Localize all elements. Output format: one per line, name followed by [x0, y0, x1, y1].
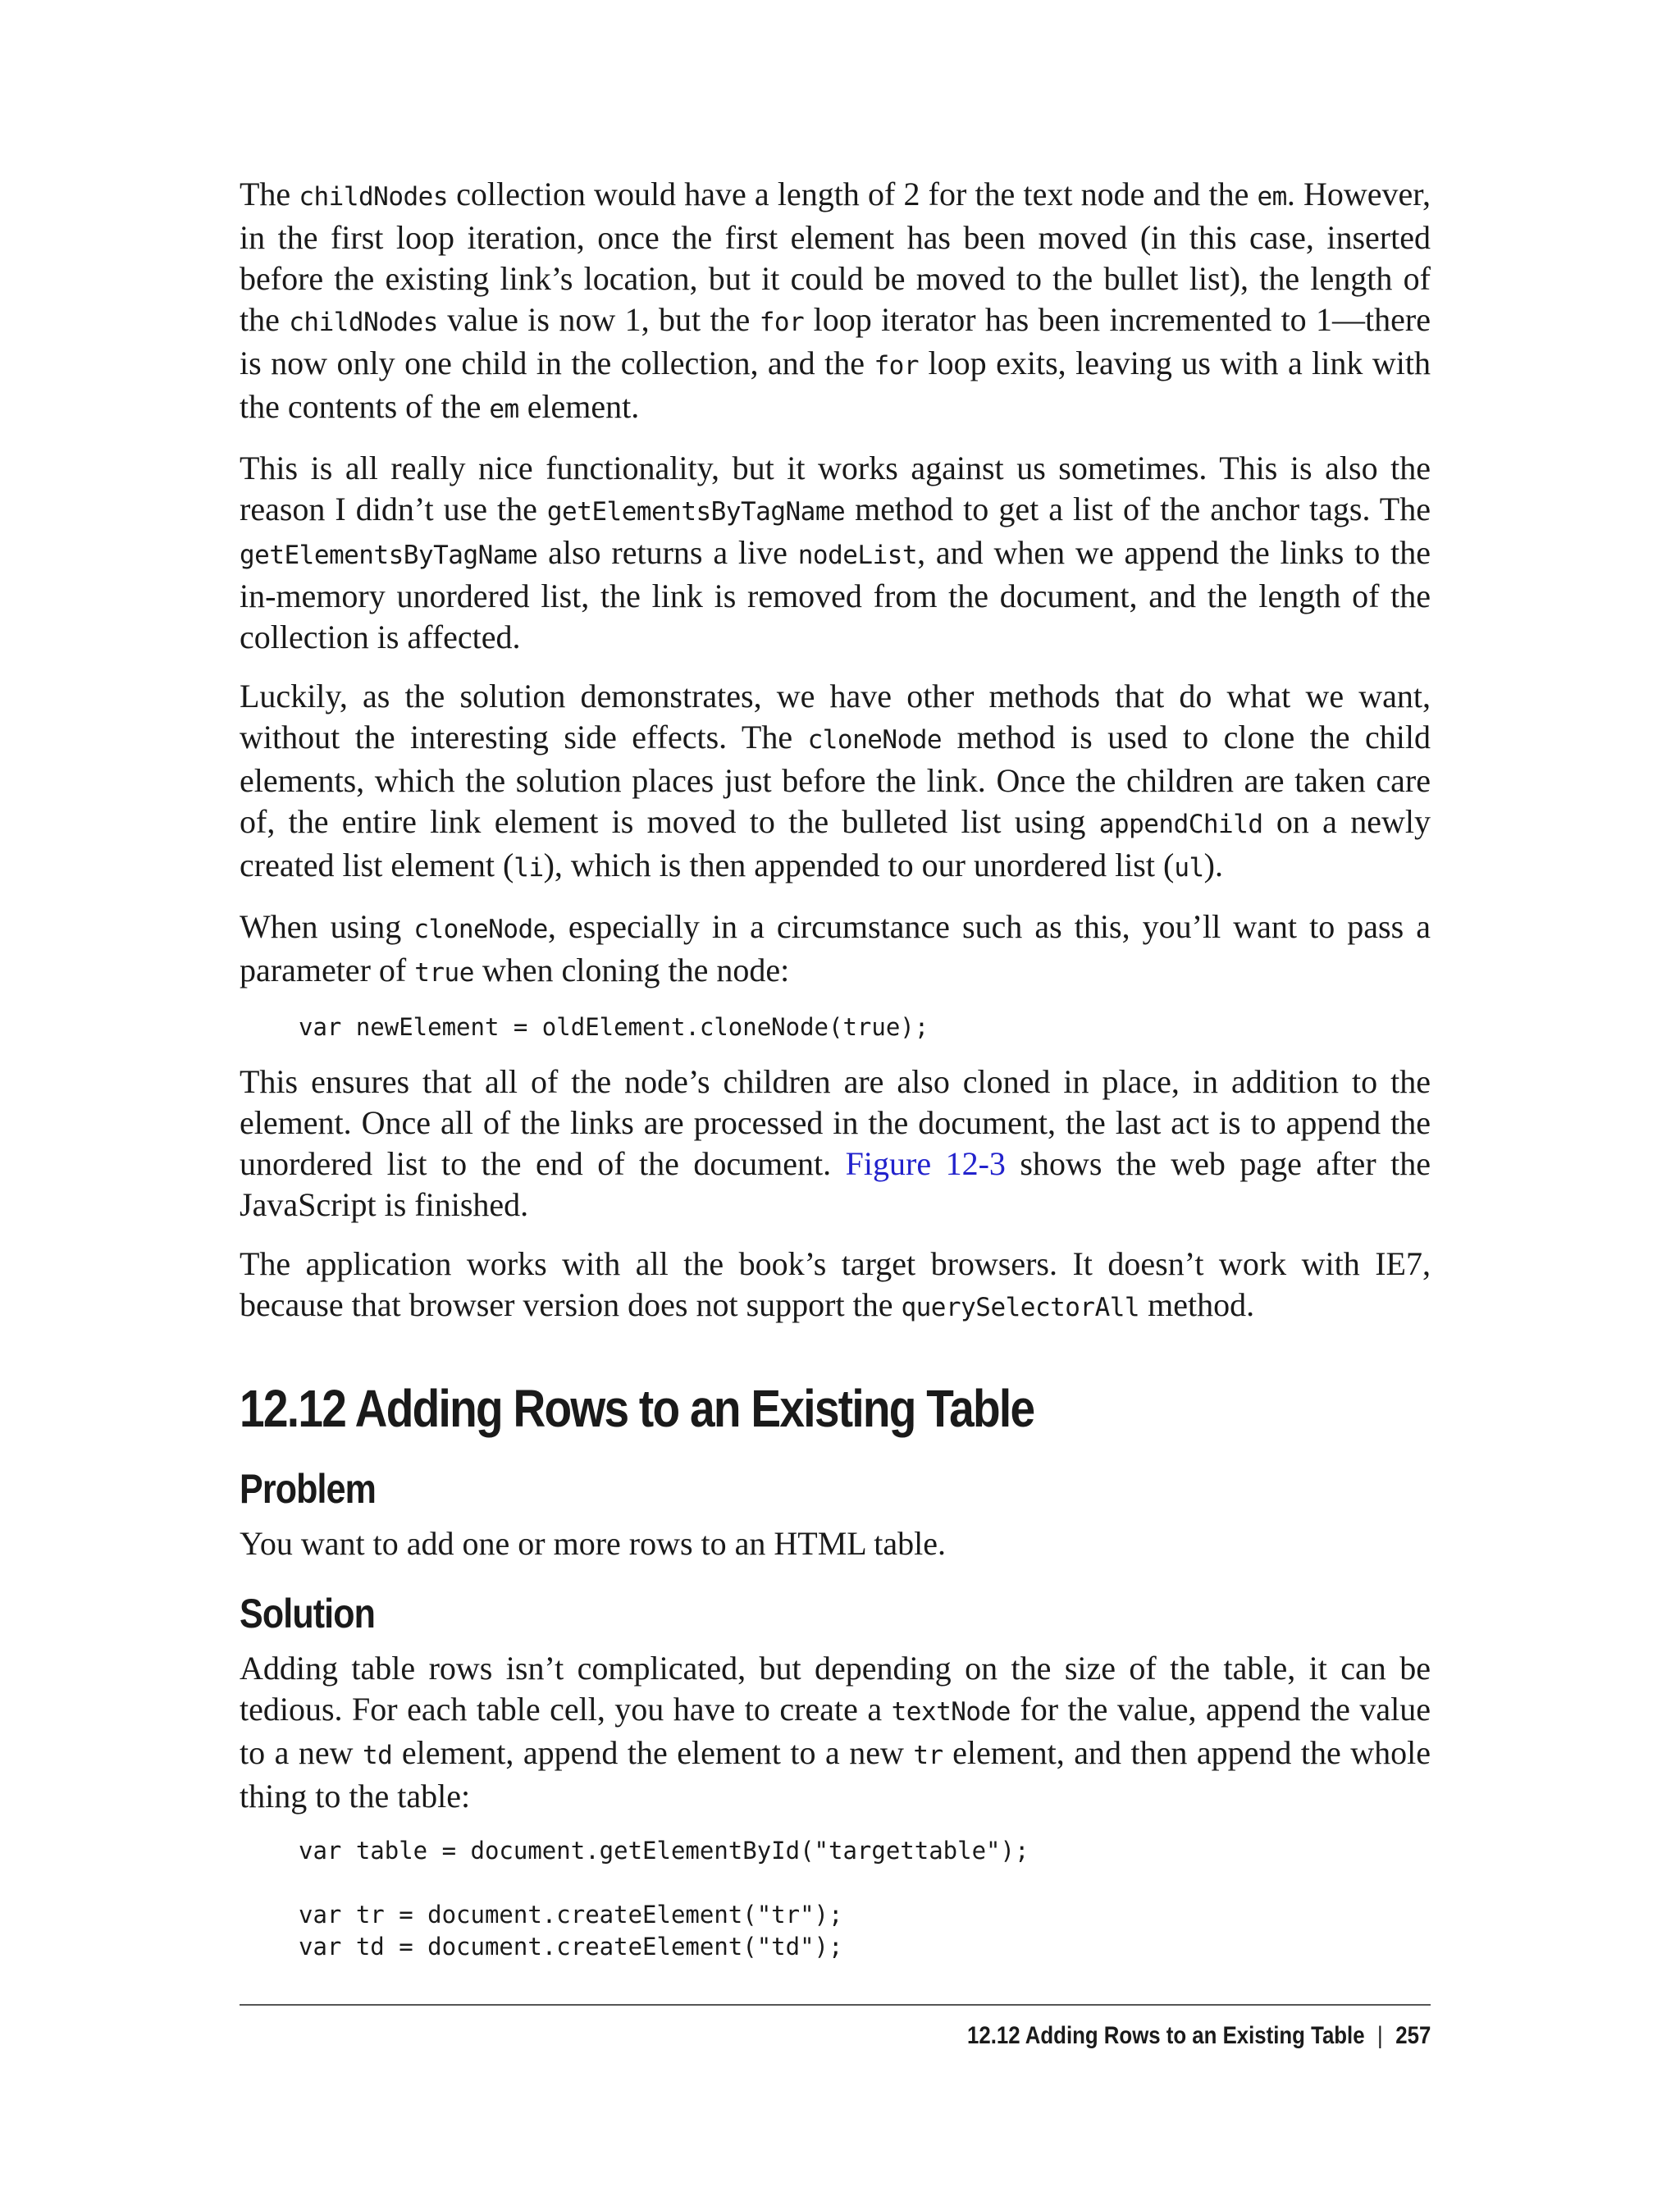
problem-heading: Problem — [240, 1466, 377, 1512]
text: for the value, append the value to a new — [240, 1691, 1431, 1771]
code-block-table: var table = document.getElementById("targettable"); var tr = document.createElement("tr"); var td = document.createElement("td"); — [299, 1837, 1029, 1961]
text: value is now 1, but the — [437, 301, 760, 338]
footer-divider — [240, 2004, 1431, 2006]
inline-code: ul — [1174, 853, 1204, 883]
text: , especially in a circumstance such as this, you’ll want to pass a parameter of — [240, 908, 1431, 988]
inline-code: cloneNode — [413, 915, 548, 944]
page-number: 257 — [1395, 2022, 1431, 2049]
inline-code: true — [414, 958, 474, 988]
paragraph-ensures — [240, 1061, 1431, 1226]
text: ), which is then appended to our unordered list ( — [543, 847, 1175, 883]
inline-code: for — [874, 351, 920, 381]
inline-code: nodeList — [797, 541, 918, 570]
paragraph-problem — [240, 1523, 1431, 1564]
text: element. — [518, 388, 640, 425]
inline-code: appendChild — [1098, 810, 1263, 839]
text: , and when we append the links to the in-memory unordered list, the link is removed from the document, and the length of the collection is affected. — [240, 534, 1431, 655]
inline-code: li — [514, 853, 544, 883]
text: shows the web page after the JavaScript is finished. — [240, 1145, 1431, 1223]
text: method. — [1139, 1286, 1255, 1323]
text: ). — [1203, 847, 1223, 883]
page-content — [240, 174, 1431, 1981]
text: method to get a list of the anchor tags. The — [845, 491, 1431, 527]
paragraph-clonenode — [240, 676, 1431, 888]
text: . However, in the first loop iteration, once the first element has been moved (in this case, inserted before the existing link’s location, but it could be moved to the bullet list), the length of the — [240, 176, 1431, 338]
text: The — [240, 176, 299, 212]
section-heading: 12.12 Adding Rows to an Existing Table — [240, 1379, 1034, 1438]
inline-code: for — [759, 308, 805, 337]
footer-separator: | — [1376, 2022, 1383, 2049]
figure-link[interactable]: Figure 12-3 — [845, 1145, 1006, 1182]
inline-code: tr — [913, 1741, 943, 1770]
text: Adding table rows isn’t complicated, but depending on the size of the table, it can be tedious. For each table cell, you have to create a — [240, 1650, 1431, 1728]
text: The application works with all the book’s target browsers. It doesn’t work with IE7, because that browser version does not support the — [240, 1245, 1431, 1323]
text: also returns a live — [537, 534, 798, 571]
paragraph-browsers — [240, 1244, 1431, 1328]
text: method is used to clone the child elements, which the solution places just before the link. Once the children are taken care of, the entire link element is moved to the bulleted list using — [240, 719, 1431, 840]
running-footer — [967, 2020, 1431, 2052]
inline-code: em — [1257, 182, 1287, 212]
text: element, and then append the whole thing to the table: — [240, 1734, 1431, 1815]
solution-heading: Solution — [240, 1591, 376, 1637]
text: collection would have a length of 2 for the text node and the — [448, 176, 1258, 212]
inline-code: getElementsByTagName — [240, 541, 538, 570]
inline-code: textNode — [891, 1697, 1011, 1727]
text: You want to add one or more rows to an HTML table. — [240, 1525, 946, 1562]
code-block-clonenode: var newElement = oldElement.cloneNode(true); — [299, 1013, 929, 1041]
footer-title: 12.12 Adding Rows to an Existing Table — [966, 2022, 1365, 2049]
paragraph-live-nodelist — [240, 448, 1431, 658]
inline-code: td — [363, 1741, 393, 1770]
text: Luckily, as the solution demonstrates, we have other methods that do what we want, without the interesting side effects. The — [240, 678, 1431, 756]
text: loop iterator has been incremented to 1—there is now only one child in the collection, and the — [240, 301, 1431, 381]
inline-code: childNodes — [299, 182, 448, 212]
paragraph-solution — [240, 1648, 1431, 1817]
inline-code: cloneNode — [807, 725, 943, 755]
text: This ensures that all of the node’s children are also cloned in place, in addition to the element. Once all of the links are processed in the document, the last act is to append the unordered list to the end of the document. — [240, 1063, 1431, 1182]
paragraph-clonenode-param — [240, 906, 1431, 993]
inline-code: childNodes — [289, 308, 438, 337]
inline-code: getElementsByTagName — [546, 497, 846, 527]
inline-code: querySelectorAll — [901, 1293, 1140, 1322]
text: When using — [240, 908, 414, 945]
inline-code: em — [489, 395, 519, 424]
text: This is all really nice functionality, but it works against us sometimes. This is also the reason I didn’t use the — [240, 450, 1431, 527]
text: on a newly created list element ( — [240, 803, 1431, 883]
paragraph-childnodes — [240, 174, 1431, 430]
text: when cloning the node: — [473, 952, 790, 988]
text: loop exits, leaving us with a link with the contents of the — [240, 345, 1431, 425]
text: element, append the element to a new — [392, 1734, 914, 1771]
